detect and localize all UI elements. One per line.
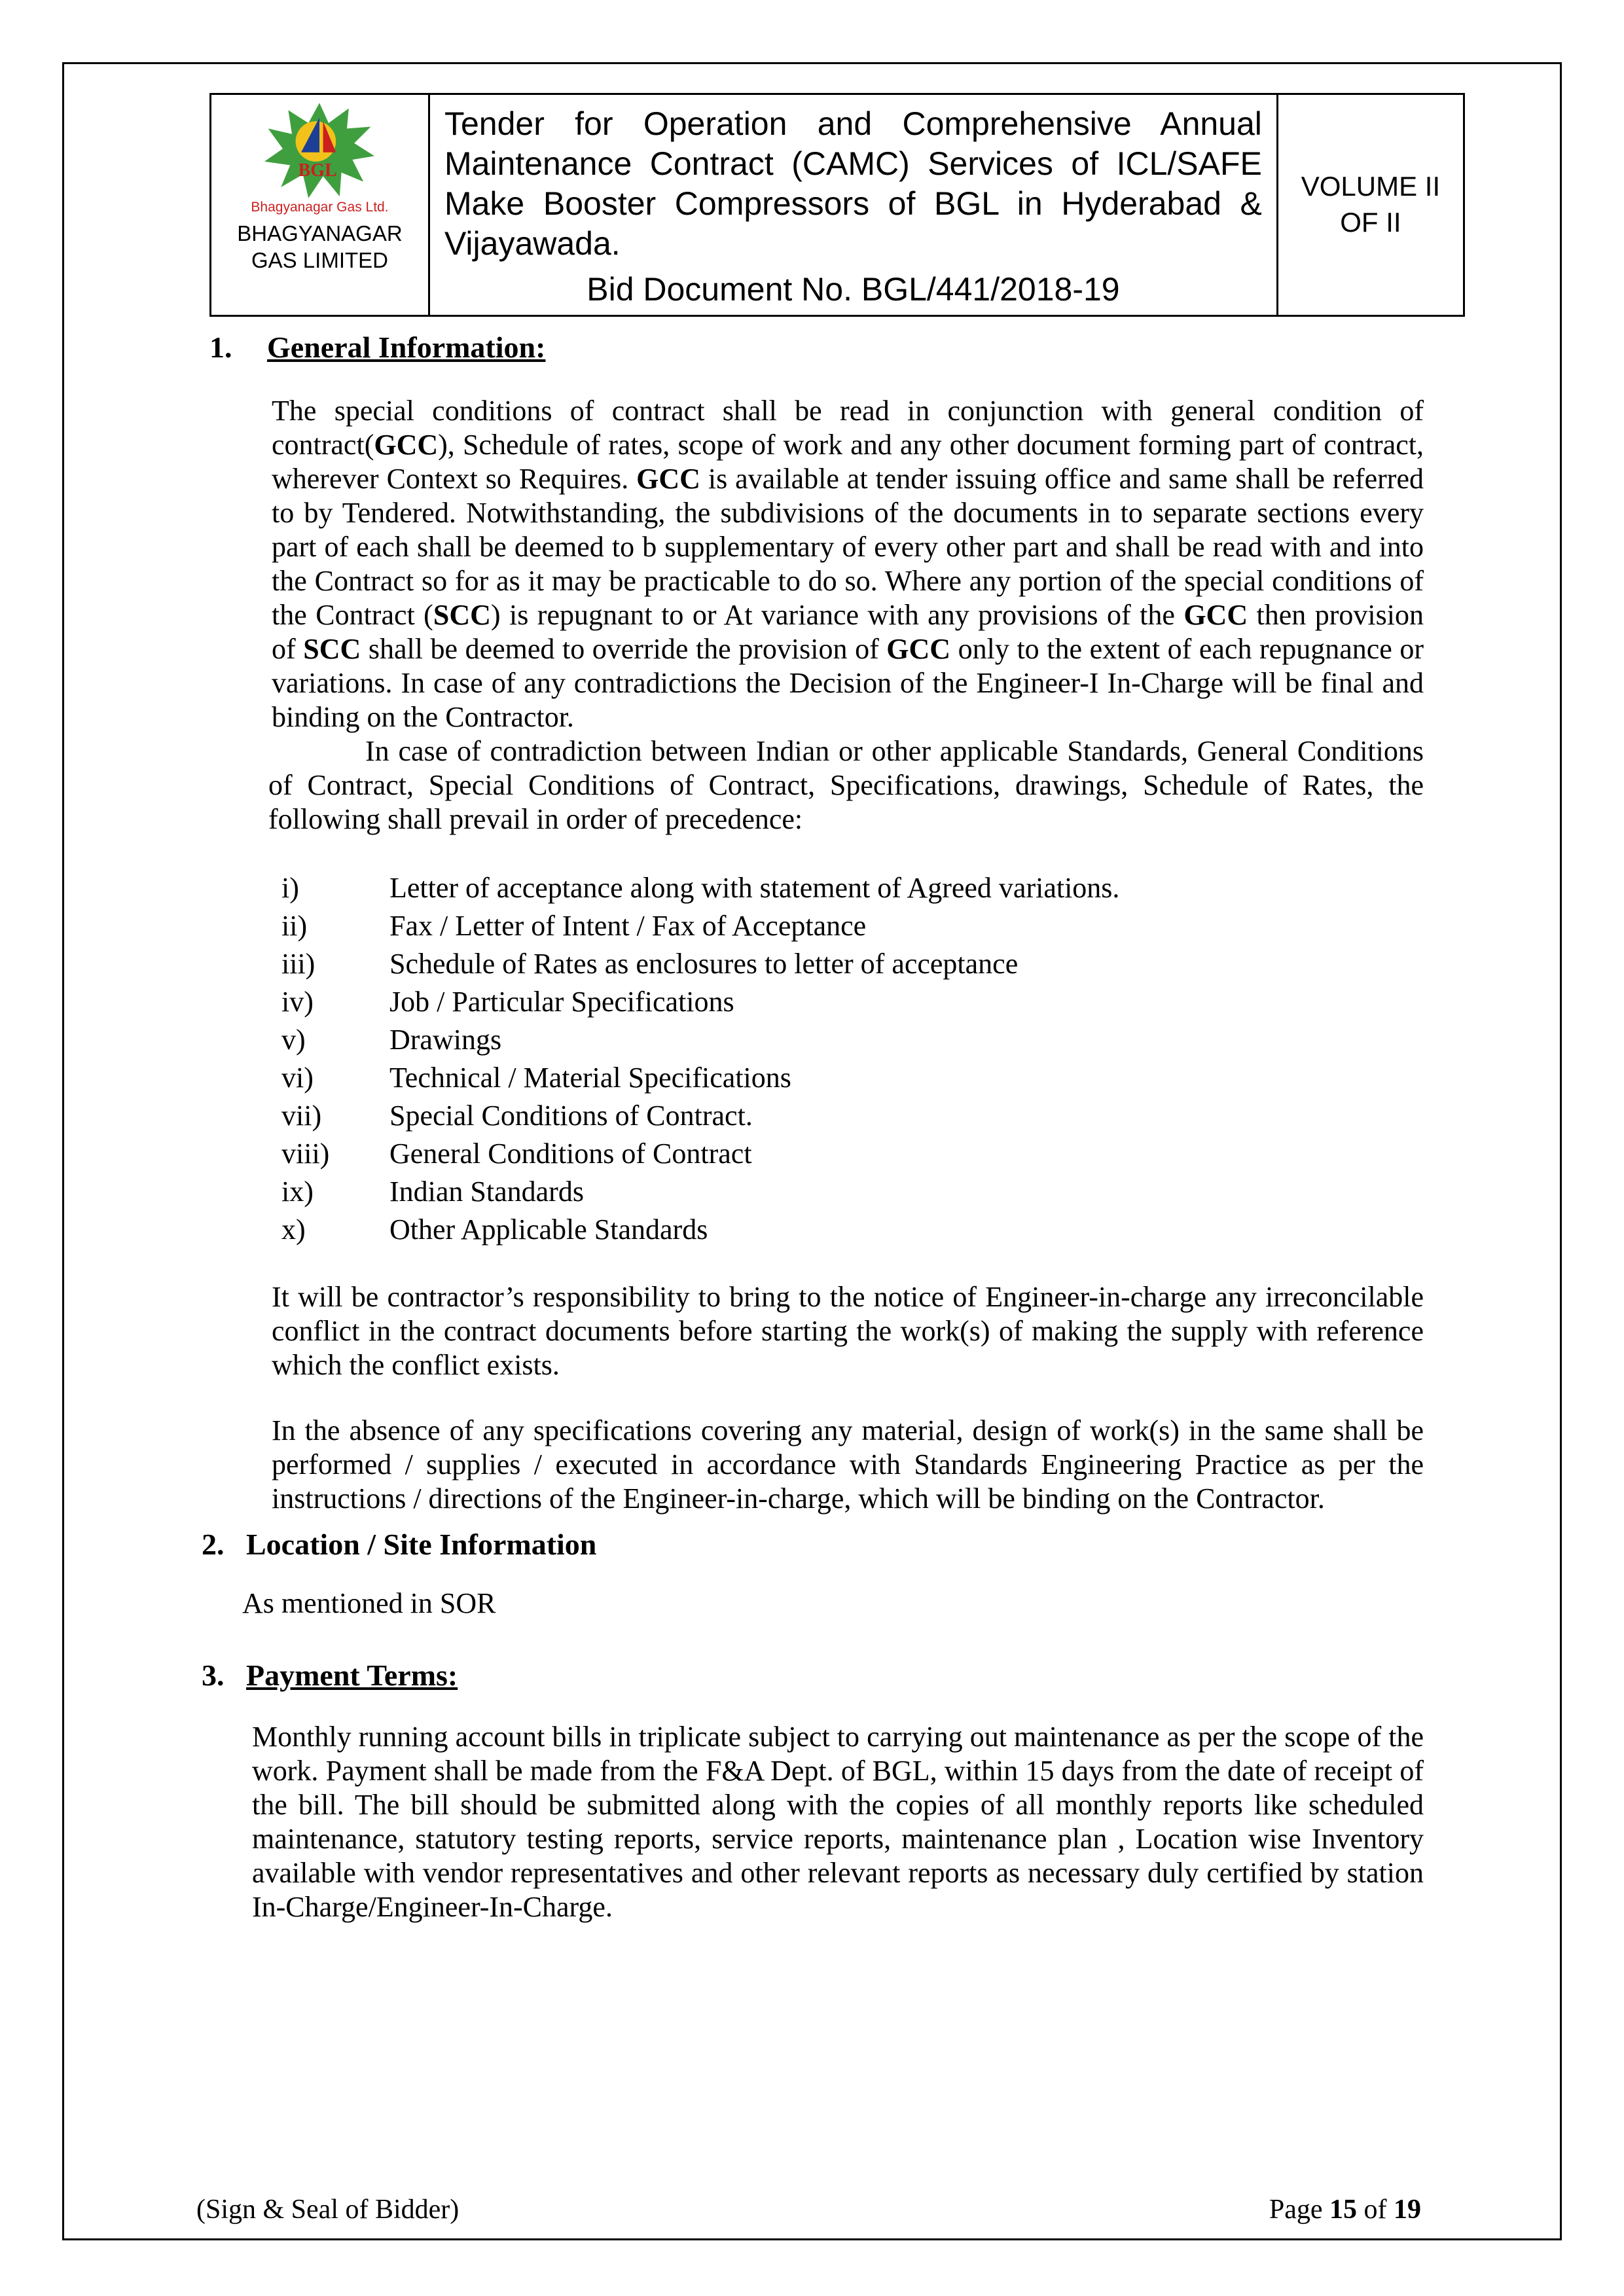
logo-monogram: BGL <box>298 160 338 181</box>
volume-label-line2: OF II <box>1340 207 1401 238</box>
list-item-text: Indian Standards <box>389 1175 584 1208</box>
list-item-text: Special Conditions of Contract. <box>389 1100 753 1132</box>
header-table <box>209 93 1465 317</box>
section-payment-heading: Payment Terms: <box>246 1659 458 1692</box>
list-item-marker: iii) <box>281 948 316 980</box>
list-item-marker: vii) <box>281 1100 322 1132</box>
list-item <box>281 1097 1430 1135</box>
list-item <box>281 869 1430 907</box>
list-item <box>281 907 1430 945</box>
list-item-text: Drawings <box>389 1024 502 1056</box>
list-item <box>281 1059 1430 1097</box>
list-item-marker: vi) <box>281 1062 314 1094</box>
list-item-text: Job / Particular Specifications <box>389 986 734 1018</box>
page-footer <box>196 2194 1421 2225</box>
list-item-marker: v) <box>281 1024 306 1056</box>
general-paragraph-3: It will be contractor’s responsibility to bring to the notice of Engineer-in-charge any irreconcilable conflict in the contract documents before starting the work(s) of making the supply with reference which the conflict exists. <box>272 1281 1424 1381</box>
org-name: BHAGYANAGAR GAS LIMITED <box>237 221 403 273</box>
list-item <box>281 1021 1430 1059</box>
logo-caption: Bhagyanagar Gas Ltd. <box>251 200 389 215</box>
list-item <box>281 1173 1430 1211</box>
list-item-text: General Conditions of Contract <box>389 1138 752 1170</box>
list-item-marker: ix) <box>281 1175 314 1208</box>
section-location-number: 2. <box>202 1528 225 1561</box>
list-item <box>281 945 1430 983</box>
volume-cell <box>1276 95 1463 315</box>
general-paragraph-4: In the absence of any specifications covering any material, design of work(s) in the same shall be performed / supplies / executed in accordance with Standards Engineering Practice as per the instructions / directions of the Engineer-in-charge, which will be binding on the Contractor. <box>272 1414 1424 1515</box>
list-item-marker: x) <box>281 1213 306 1246</box>
volume-label-line1: VOLUME II <box>1301 171 1441 202</box>
bgl-logo-icon <box>264 103 374 198</box>
section-payment-number: 3. <box>202 1659 225 1692</box>
sign-seal-label: (Sign & Seal of Bidder) <box>196 2195 460 2225</box>
list-item-marker: i) <box>281 872 299 904</box>
list-item <box>281 1135 1430 1173</box>
payment-body: Monthly running account bills in triplicate subject to carrying out maintenance as per the scope of the work. Payment shall be made from the F&A Dept. of BGL, within 15 days from the date of receipt of the bill. The bill should be submitted along with the copies of all monthly reports like scheduled maintenance, statutory testing reports, service reports, maintenance plan , Location wise Inventory available with vendor representatives and other relevant reports as necessary duly certified by station In-Charge/Engineer-In-Charge. <box>252 1721 1424 1923</box>
general-paragraph-1: The special conditions of contract shall be read in conjunction with general condition of contract(GCC), Schedule of rates, scope of work and any other document forming part of contract, wherever Context so Requires. GCC is available at tender issuing office and same shall be referred to by Tendered. Notwithstanding, the subdivisions of the documents in to separate sections every part of each shall be deemed to b supplementary of every other part and shall be read with and into the Contract so for as it may be practicable to do so. Where any portion of the special conditions of the Contract (SCC) is repugnant to or At variance with any provisions of the GCC then provision of SCC shall be deemed to override the provision of GCC only to the extent of each repugnance or variations. In case of any contradictions the Decision of the Engineer-I In-Charge will be final and binding on the Contractor. <box>272 395 1424 733</box>
location-body: As mentioned in SOR <box>242 1587 496 1619</box>
list-item <box>281 1211 1430 1249</box>
page-number: Page 15 of 19 <box>1269 2195 1421 2225</box>
list-item-marker: viii) <box>281 1138 330 1170</box>
logo-cell <box>211 95 428 315</box>
section-location-heading: Location / Site Information <box>246 1528 597 1561</box>
section-payment-heading-row <box>196 1659 1430 1693</box>
list-item <box>281 983 1430 1021</box>
section-general-heading-row <box>196 331 1430 365</box>
section-general-heading: General Information: <box>267 331 546 364</box>
list-item-text: Letter of acceptance along with statement of Agreed variations. <box>389 872 1120 904</box>
bid-document-number: Bid Document No. BGL/441/2018-19 <box>586 271 1120 308</box>
list-item-marker: iv) <box>281 986 314 1018</box>
precedence-list <box>281 869 1430 1249</box>
list-item-text: Schedule of Rates as enclosures to letter of acceptance <box>389 948 1019 980</box>
general-paragraph-2: In case of contradiction between Indian or other applicable Standards, General Conditions of Contract, Special Conditions of Contract, Specifications, drawings, Schedule of Rates, the following shall prevail in order of precedence: <box>268 735 1424 835</box>
list-item-text: Technical / Material Specifications <box>389 1062 791 1094</box>
section-general-number: 1. <box>209 331 232 364</box>
list-item-text: Other Applicable Standards <box>389 1213 708 1246</box>
document-title: Tender for Operation and Comprehensive Annual Maintenance Contract (CAMC) Services of ICL/SAFE Make Booster Compressors of BGL in Hyderabad & Vijayawada. <box>444 105 1262 262</box>
list-item-marker: ii) <box>281 910 308 942</box>
title-cell <box>428 95 1276 315</box>
document-body <box>196 331 1430 1924</box>
section-location-heading-row <box>196 1528 1430 1562</box>
list-item-text: Fax / Letter of Intent / Fax of Acceptance <box>389 910 867 942</box>
